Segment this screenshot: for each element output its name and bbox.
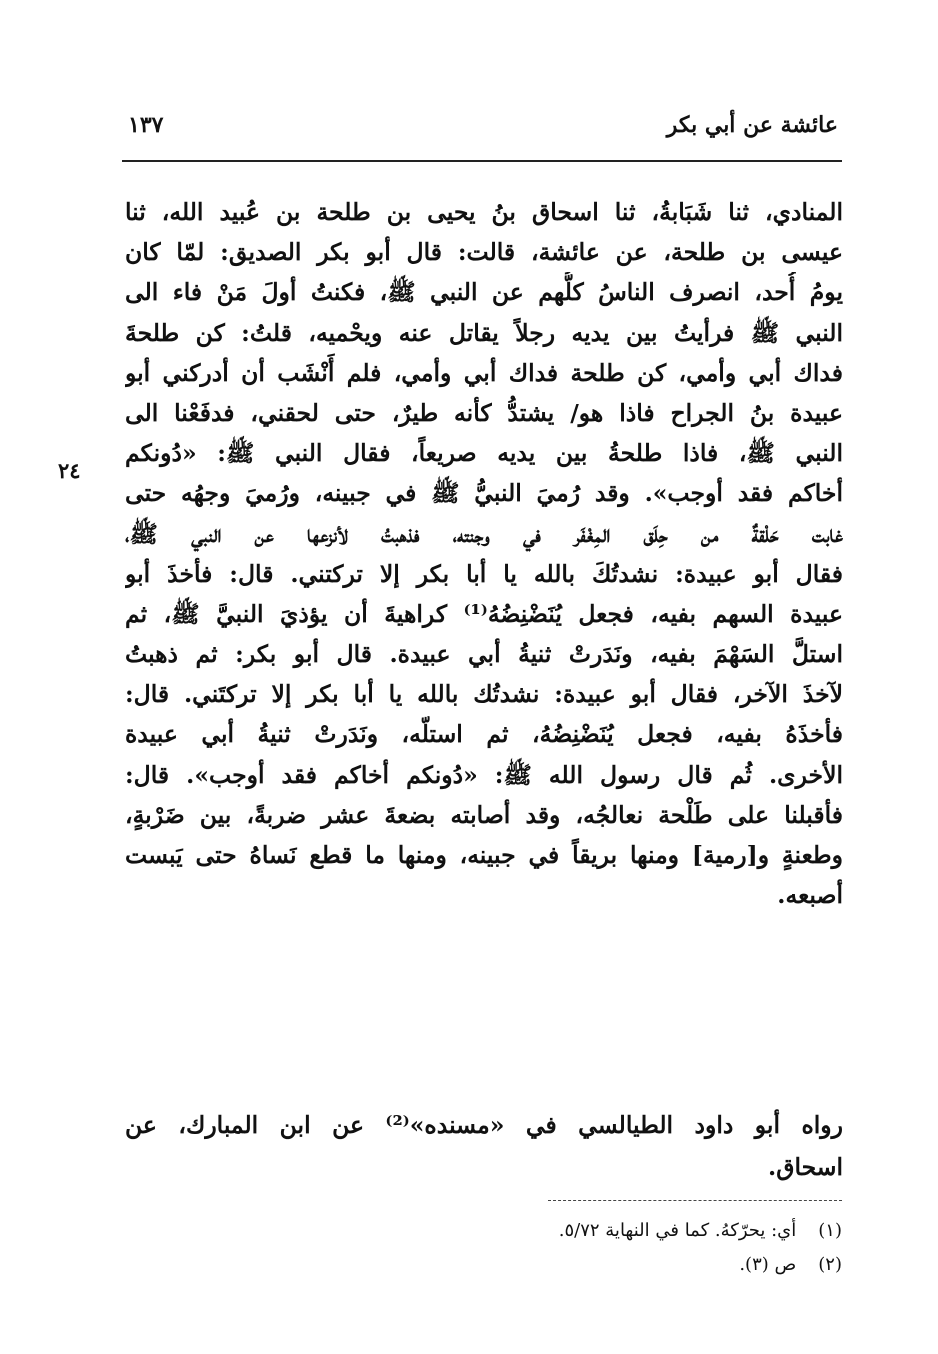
footnote-separator — [548, 1200, 842, 1201]
footnote-item — [559, 1248, 842, 1282]
text-line: فأقبلنا على طَلْحة نعالجُه، وقد أصابته بضعةَ عشر ضربةً، بين ضَرْبةٍ، — [125, 800, 843, 829]
text-line: عبيدة بنُ الجراح فاذا هو/ يشتدُّ كأنه طيرٌ، حتى لحقني، فدفَعْنا الى — [125, 398, 843, 427]
text-line: الأخرى. ثُم قال رسول الله ﷺ: «دُونكم أخاكم فقد أوجب». قال: — [125, 760, 843, 789]
text-line: يومُ أُحد، انصرف الناسُ كلُّهم عن النبي ﷺ، فكنتُ أولَ مَنْ فاء الى — [125, 278, 843, 307]
text-line: اسحاق. — [768, 1153, 843, 1181]
page-number: ١٣٧ — [128, 112, 164, 138]
text-line: غابت حَلْقةٌ من حِلَق المِغْفَر في وجنته، فذهبتُ لأنزعها عن النبي ﷺ، — [125, 519, 843, 548]
text-line: لآخذَ الآخر، فقال أبو عبيدة: نشدتُك بالله يا أبا بكر إلا تركتَني. قال: — [125, 680, 843, 709]
text-line: وطعنةٍ و[رمية] ومنها بريقاً في جبينه، ومنها ما قطع نَساهُ حتى يَبست — [125, 841, 843, 869]
margin-page-reference: ٢٤ — [58, 458, 81, 483]
text-line: استلَّ السَهْمَ بفيه، ونَدَرتْ ثنيةُ أبي عبيدة. قال أبو بكر: ثم ذهبتُ — [125, 640, 843, 669]
header-rule — [122, 160, 842, 162]
footnote-text: أي: يحرّكهُ. كما في النهاية ٥/٧٢. — [558, 1220, 797, 1241]
text-line: فأخذَهُ بفيه، فجعل يُنَضْنِضُهُ، ثم استلّه، ونَدَرتْ ثنيةُ أبي عبيدة — [125, 720, 843, 749]
text-line: النبي ﷺ فرأيتُ بين يديه رجلاً يقاتل عنه ويحْميه، قلتُ: كن طلحةَ — [125, 318, 843, 347]
citation-paragraph — [125, 1104, 843, 1188]
text-line: أصبعه. — [777, 881, 843, 910]
footnote-number: (٢) — [818, 1254, 842, 1275]
text-line: عبيدة السهم بفيه، فجعل يُنَضْنِضُهُ⁽¹⁾ كراهيةَ أن يؤذيَ النبيَّ ﷺ، ثم — [125, 599, 843, 628]
text-line: النبي ﷺ، فاذا طلحةُ بين يديه صريعاً، فقال النبي ﷺ: «دُونكم — [125, 439, 843, 468]
footnote-number: (١) — [818, 1220, 842, 1241]
text-line: المنادي، ثنا شَبَابةُ، ثنا اسحاق بنُ يحيى بن طلحة بن عُبيد الله، ثنا — [125, 198, 843, 226]
running-header-title: عائشة عن أبي بكر — [666, 112, 838, 138]
main-paragraph — [125, 192, 843, 915]
text-line: فقال أبو عبيدة: نشدتُكَ بالله يا أبا بكر إلا تركتني. قال: فأخذَ أبو — [125, 559, 843, 588]
text-line: رواه أبو داود الطيالسي في «مسنده»⁽²⁾ عن ابن المبارك، عن — [125, 1111, 843, 1139]
text-line: أخاكم فقد أوجب». وقد رُميَ النبيُّ ﷺ في جبينه، ورُميَ وجهُه حتى — [125, 479, 843, 508]
footnotes — [559, 1214, 842, 1282]
footnote-text: ص (٣). — [739, 1254, 797, 1275]
text-line: فداك أبي وأمي، كن طلحة فداك أبي وأمي، فلم أَنْشَب أن أدركني أبو — [125, 358, 843, 387]
footnote-item — [559, 1214, 842, 1248]
text-line: عيسى بن طلحة، عن عائشة، قالت: قال أبو بكر الصديق: لمّا كان — [125, 238, 843, 267]
